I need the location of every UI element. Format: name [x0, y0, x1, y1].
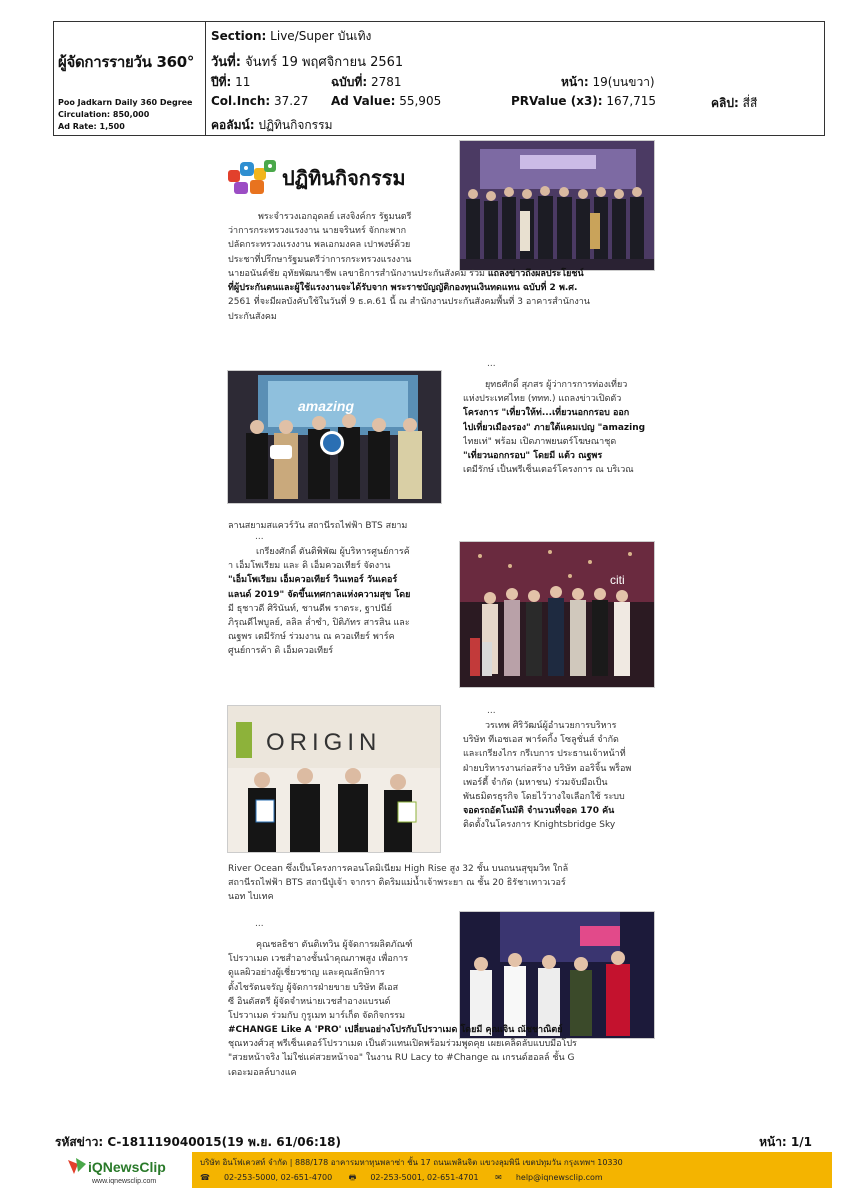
- circulation: Circulation: 850,000: [58, 110, 150, 119]
- photo-provamed-event: [459, 911, 655, 1039]
- photo-emporium-event: [459, 541, 655, 688]
- issue-label: ฉบับที่:: [331, 75, 368, 89]
- news-code: รหัสข่าว: C-181119040015(19 พ.ย. 61/06:18): [55, 1135, 341, 1149]
- origin-logo-text: ORIGIN: [266, 729, 382, 756]
- page-count: หน้า: 1/1: [759, 1135, 812, 1149]
- paragraph-labour-ministry: พระจำรวงเอกอุดลย์ เสงจิงค์กร รัฐมนตรี ว่าการกระทรวงแรงงาน นายจรินทร์ จักกะพาก ปลัดกระทรวงแรงงาน พลเอกมงคล เปาพงษ์ด้วย ประชาที่ปรึกษารัฐมนตรีว่าการกระทรวงแรงงาน: [228, 212, 412, 265]
- date-value: จันทร์ 19 พฤศจิกายน 2561: [245, 55, 404, 70]
- paragraph-tat: ยุทธศักดิ์ สุภสร ผู้ว่าการการท่องเที่ยว แห่งประเทศไทย (ททท.) แถลงข่าวเปิดตัว โครงการ "เที่ยวให้ท่...เที่ยวนอกกรอบ ออก ไปเที่ยวเมืองรอง" ภายใต้แคมเปญ "amazing ไทยเท่" พร้อม เปิดภาพยนตร์โฆษณาชุด "เที่ยวนอกกรอบ" โดยมี แต้ว ณฐพร เตมีรักษ์ เป็นพรีเซ็นเตอร์โครงการ ณ บริเวณ: [463, 380, 646, 476]
- logo-url: www.iqnewsclip.com: [92, 1178, 157, 1185]
- adval-value: 55,905: [399, 94, 442, 108]
- year-label: ปีที่:: [211, 75, 232, 89]
- company-address: บริษัท อินโฟเควสท์ จำกัด | 888/178 อาคารมหาทุนพลาซ่า ชั้น 17 ถนนเพลินจิต แขวงลุมพินี เขตปทุมวัน กรุงเทพฯ 10330: [200, 1158, 623, 1167]
- separator-dots: ...: [255, 919, 264, 929]
- column-label: คอลัมน์:: [211, 118, 255, 132]
- column-heading: [226, 156, 456, 196]
- iqnewsclip-logo: [64, 1154, 188, 1188]
- column-title: ปฏิทินกิจกรรม: [282, 166, 406, 190]
- fax-icon: 🖶: [348, 1173, 357, 1182]
- paragraph-origin: วรเทพ ศิริวัฒน์ผู้อำนวยการบริหาร บริษัท ทีเอชเอส พาร์คกิ้ง โซลูชั่นส์ จำกัด และเกรียงไกร กรีเบการ ประธานเจ้าหน้าที่ ฝ่ายบริหารงานก่อสร้าง บริษัท ออริจิ้น พร็อพ เพอร์ตี้ จำกัด (มหาชน) ร่วมจับมือเป็น พันธมิตรธุรกิจ โดยไว้วางใจเลือกใช้ ระบบ จอดรถอัตโนมัติ จำนวนที่จอด 170 คัน ติดตั้งในโครงการ Knightsbridge Sky: [463, 721, 632, 831]
- phone-numbers: 02-253-5000, 02-651-4700: [223, 1173, 333, 1182]
- separator-dots: ...: [255, 532, 264, 542]
- page-value: 19(บนขวา): [592, 75, 655, 89]
- clipping-header: [53, 21, 825, 136]
- date-row: [211, 51, 403, 72]
- photo-tat-launch: [227, 370, 442, 504]
- logo-text: iQNewsClip: [88, 1159, 166, 1175]
- paragraph-provamed: คุณชลธิชา ตันติเทวิน ผู้จัดการผลิตภัณฑ์ โปรวาเมด เวชสำอางชั้นนำคุณภาพสูง เพื่อการ ดูแลผิวอย่างผู้เชี่ยวชาญ และคุณลักษิการ ตั้งไชรัตนจรัญ ผู้จัดการฝ่ายขาย บริษัท ดีเอส ซี อินดัสตรี ผู้จัดจำหน่ายเวชสำอางแบรนด์ โปรวาเมด ร่วมกับ กูรูเมท มาร์เก็ต จัดกิจกรรม: [228, 940, 413, 1021]
- prvalue-value: 167,715: [606, 94, 657, 108]
- column-row: [211, 116, 332, 135]
- publication-box: [54, 22, 206, 135]
- publication-meta: [58, 97, 192, 133]
- bold-headline-1: แถลงข่าวถึงผลประโยชน์: [487, 269, 584, 279]
- citi-sign-text: citi: [610, 573, 625, 587]
- colinch-label: Col.Inch:: [211, 94, 271, 108]
- prvalue-label: PRValue (x3):: [511, 94, 603, 108]
- paragraph-origin-tail: River Ocean ซึ่งเป็นโครงการคอนโดมิเนียม High Rise สูง 32 ชั้น บนถนนสุขุมวิท ใกล้ สถานีรถไฟฟ้า BTS สถานีปู่เจ้า จากรา ติดริมแม่น้ำเจ้าพระยา ณ ชั้น 20 ธิรัชาเทาวเวอร์ นอท ไบเทค: [228, 864, 569, 903]
- mascot-icon: [226, 156, 278, 196]
- contact-line: [200, 1172, 617, 1186]
- publication-name: ผู้จัดการรายวัน 360°: [58, 53, 195, 71]
- email-address[interactable]: help@iqnewsclip.com: [515, 1173, 603, 1182]
- separator-dots: ...: [487, 359, 496, 369]
- section-label: Section:: [211, 29, 267, 43]
- section-row: [211, 27, 371, 46]
- email-icon: ✉: [495, 1173, 502, 1182]
- paragraph-emporium: เกรียงศักดิ์ ตันติพิพัฒ ผู้บริหารศูนย์การค้ า เอ็มโพเรียม และ ดิ เอ็มควอเทียร์ จัดงาน "เอ็มโพเรียม เอ็มควอเทียร์ วินเทอร์ วันเดอร์ แลนด์ 2019" จัดขึ้นเทศกาลแห่งความสุข โดย มี ธุชาวดี ศิรินันท์, ชานดีพ ราตระ, ฐาปนีย์ ภิรุณดีไพบูลย์, ลลิล ล่ำซำ, ปิติภัทร สารสิน และ ณฐพร เตมีรักษ์ ร่วมงาน ณ ควอเทียร์ พาร์ค ศูนย์การค้า ดิ เอ็มควอเทียร์: [228, 547, 411, 657]
- adval-label: Ad Value:: [331, 94, 396, 108]
- page-label: หน้า:: [561, 75, 589, 89]
- colinch-value: 37.27: [274, 94, 309, 108]
- publication-english-name: Poo Jadkarn Daily 360 Degree: [58, 98, 193, 107]
- photo-origin-signing: [227, 705, 441, 853]
- fax-numbers: 02-253-5001, 02-651-4701: [370, 1173, 479, 1182]
- clip-value: สี่สี: [742, 96, 758, 110]
- column-value: ปฏิทินกิจกรรม: [258, 118, 333, 132]
- year-value: 11: [235, 75, 251, 89]
- paragraph-labour-ministry-cont: นายอนันต์ชัย อุทัยพัฒนาชีพ เลขาธิการสำนักงานประกันสังคม ร่วม แถลงข่าวถึงผลประโยชน์ ที่ผู้ประกันตนและผู้ใช้แรงงานจะได้รับจาก พระราชบัญญัติกองทุนเงินทดแทน ฉบับที่ 2 พ.ศ. 2561 ที่จะมีผลบังคับใช้ในวันที่ 9 ธ.ค.61 นี้ ณ สำนักงานประกันสังคมพื้นที่ 3 อาคารสำนักงาน ประกันสังคม: [228, 269, 590, 322]
- issue-value: 2781: [370, 75, 402, 89]
- phone-icon: ☎: [200, 1173, 210, 1182]
- section-value: Live/Super บันเทิง: [270, 29, 372, 43]
- amazing-sign-text: amazing: [298, 398, 355, 414]
- paragraph-provamed-tail: #CHANGE Like A 'PRO' เปลี่ยนอย่างโปรกับโปรวาเมด โดยมี คุณเจิน ณัชชาณิตย์ ชุณหวงศ์วสุ พรีเซ็นเตอร์โปรวาเมด เป็นตัวแทนเปิดพร้อมร่วมพูดคุย เผยเคล็ดลับแบบมือโปร "สวยหน้าจริง ไม่ใช่แค่สวยหน้าจอ" ในงาน RU Lacy to #Change ณ เกรนด์ฮอลล์ ชั้น G เดอะมอลล์บางแค: [228, 1025, 577, 1078]
- photo-officials-group: [459, 140, 655, 271]
- contact-bar: [192, 1152, 832, 1188]
- date-label: วันที่:: [211, 55, 241, 70]
- clip-label: คลิป:: [711, 96, 739, 110]
- paragraph-tat-tail: ลานสยามสแควร์วัน สถานีรถไฟฟ้า BTS สยาม: [228, 521, 408, 531]
- separator-dots: ...: [487, 706, 496, 716]
- ad-rate: Ad Rate: 1,500: [58, 122, 125, 131]
